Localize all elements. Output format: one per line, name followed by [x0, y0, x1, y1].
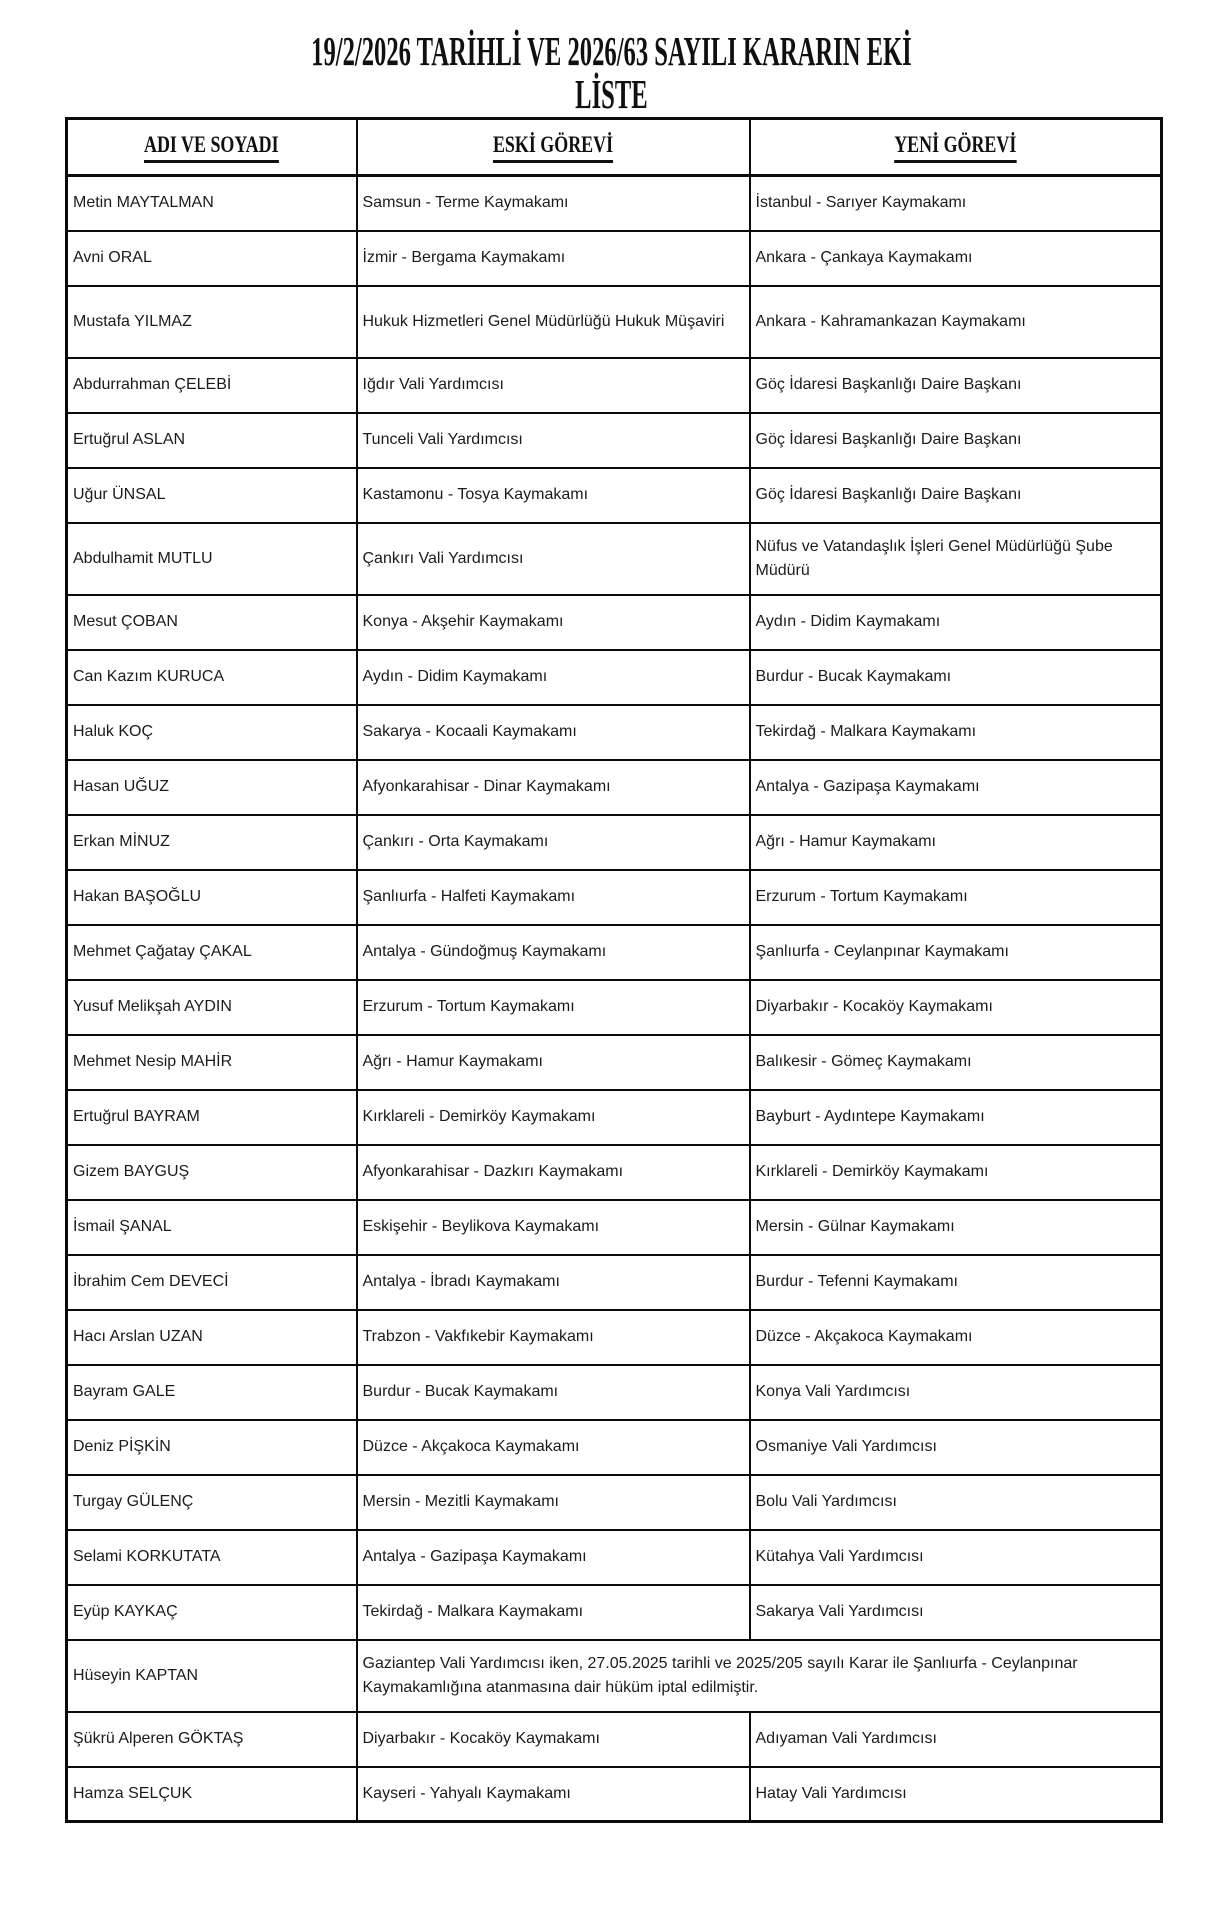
cell-old-duty: Kastamonu - Tosya Kaymakamı [357, 468, 750, 523]
cell-name: Avni ORAL [67, 231, 357, 286]
cell-old-duty: Kayseri - Yahyalı Kaymakamı [357, 1767, 750, 1822]
cell-old-duty: Konya - Akşehir Kaymakamı [357, 595, 750, 650]
cell-new-duty: Aydın - Didim Kaymakamı [750, 595, 1162, 650]
header-name-label: ADI VE SOYADI [144, 132, 279, 163]
table-row [67, 1035, 1162, 1090]
cell-new-duty: İstanbul - Sarıyer Kaymakamı [750, 176, 1162, 231]
table-row [67, 815, 1162, 870]
table-row [67, 1145, 1162, 1200]
cell-name: Deniz PİŞKİN [67, 1420, 357, 1475]
cell-new-duty: Burdur - Bucak Kaymakamı [750, 650, 1162, 705]
table-row [67, 468, 1162, 523]
cell-old-duty: Diyarbakır - Kocaköy Kaymakamı [357, 1712, 750, 1767]
table-row [67, 870, 1162, 925]
cell-new-duty: Ağrı - Hamur Kaymakamı [750, 815, 1162, 870]
table-row [67, 925, 1162, 980]
cell-new-duty: Nüfus ve Vatandaşlık İşleri Genel Müdürlüğü Şube Müdürü [750, 523, 1162, 595]
cell-new-duty: Kırklareli - Demirköy Kaymakamı [750, 1145, 1162, 1200]
cell-annulment-note: Gaziantep Vali Yardımcısı iken, 27.05.2025 tarihli ve 2025/205 sayılı Karar ile Şanlıurfa - Ceylanpınar Kaymakamlığına atanmasına dair hüküm iptal edilmiştir. [357, 1640, 1162, 1712]
cell-old-duty: Çankırı - Orta Kaymakamı [357, 815, 750, 870]
cell-name: Eyüp KAYKAÇ [67, 1585, 357, 1640]
cell-old-duty: İzmir - Bergama Kaymakamı [357, 231, 750, 286]
table-row [67, 1365, 1162, 1420]
table-row [67, 1310, 1162, 1365]
cell-name: Mustafa YILMAZ [67, 286, 357, 358]
table-row [67, 1420, 1162, 1475]
cell-old-duty: Burdur - Bucak Kaymakamı [357, 1365, 750, 1420]
table-row [67, 1200, 1162, 1255]
cell-name: Abdurrahman ÇELEBİ [67, 358, 357, 413]
cell-new-duty: Bolu Vali Yardımcısı [750, 1475, 1162, 1530]
cell-old-duty: Hukuk Hizmetleri Genel Müdürlüğü Hukuk Müşaviri [357, 286, 750, 358]
cell-new-duty: Balıkesir - Gömeç Kaymakamı [750, 1035, 1162, 1090]
cell-old-duty: Mersin - Mezitli Kaymakamı [357, 1475, 750, 1530]
cell-new-duty: Şanlıurfa - Ceylanpınar Kaymakamı [750, 925, 1162, 980]
cell-new-duty: Konya Vali Yardımcısı [750, 1365, 1162, 1420]
cell-name: Can Kazım KURUCA [67, 650, 357, 705]
cell-old-duty: Kırklareli - Demirköy Kaymakamı [357, 1090, 750, 1145]
cell-name: Erkan MİNUZ [67, 815, 357, 870]
cell-old-duty: Çankırı Vali Yardımcısı [357, 523, 750, 595]
cell-new-duty: Diyarbakır - Kocaköy Kaymakamı [750, 980, 1162, 1035]
cell-new-duty: Tekirdağ - Malkara Kaymakamı [750, 705, 1162, 760]
table-row [67, 705, 1162, 760]
cell-old-duty: Afyonkarahisar - Dinar Kaymakamı [357, 760, 750, 815]
cell-old-duty: Tekirdağ - Malkara Kaymakamı [357, 1585, 750, 1640]
cell-new-duty: Hatay Vali Yardımcısı [750, 1767, 1162, 1822]
cell-name: Şükrü Alperen GÖKTAŞ [67, 1712, 357, 1767]
cell-old-duty: Sakarya - Kocaali Kaymakamı [357, 705, 750, 760]
cell-name: Mesut ÇOBAN [67, 595, 357, 650]
table-row [67, 1255, 1162, 1310]
cell-name: Metin MAYTALMAN [67, 176, 357, 231]
cell-new-duty: Ankara - Kahramankazan Kaymakamı [750, 286, 1162, 358]
cell-old-duty: Iğdır Vali Yardımcısı [357, 358, 750, 413]
table-row [67, 1530, 1162, 1585]
title-line-1-text: 19/2/2026 TARİHLİ VE 2026/63 SAYILI KARARIN EKİ [311, 28, 912, 74]
title-line-2-text: LİSTE [575, 70, 648, 117]
table-row [67, 358, 1162, 413]
cell-new-duty: Ankara - Çankaya Kaymakamı [750, 231, 1162, 286]
table-row [67, 1767, 1162, 1822]
cell-name: Hasan UĞUZ [67, 760, 357, 815]
table-row [67, 286, 1162, 358]
cell-old-duty: Samsun - Terme Kaymakamı [357, 176, 750, 231]
table-row [67, 1585, 1162, 1640]
cell-name: Mehmet Nesip MAHİR [67, 1035, 357, 1090]
cell-old-duty: Erzurum - Tortum Kaymakamı [357, 980, 750, 1035]
cell-name: Abdulhamit MUTLU [67, 523, 357, 595]
cell-name: Hamza SELÇUK [67, 1767, 357, 1822]
table-row [67, 413, 1162, 468]
table-row [67, 523, 1162, 595]
cell-new-duty: Göç İdaresi Başkanlığı Daire Başkanı [750, 468, 1162, 523]
cell-old-duty: Trabzon - Vakfıkebir Kaymakamı [357, 1310, 750, 1365]
cell-old-duty: Aydın - Didim Kaymakamı [357, 650, 750, 705]
cell-old-duty: Ağrı - Hamur Kaymakamı [357, 1035, 750, 1090]
cell-name: İbrahim Cem DEVECİ [67, 1255, 357, 1310]
cell-name: Turgay GÜLENÇ [67, 1475, 357, 1530]
cell-new-duty: Göç İdaresi Başkanlığı Daire Başkanı [750, 358, 1162, 413]
cell-new-duty: Mersin - Gülnar Kaymakamı [750, 1200, 1162, 1255]
cell-old-duty: Antalya - Gündoğmuş Kaymakamı [357, 925, 750, 980]
cell-name: Hacı Arslan UZAN [67, 1310, 357, 1365]
cell-new-duty: Erzurum - Tortum Kaymakamı [750, 870, 1162, 925]
cell-old-duty: Düzce - Akçakoca Kaymakamı [357, 1420, 750, 1475]
cell-name: Hüseyin KAPTAN [67, 1640, 357, 1712]
cell-new-duty: Göç İdaresi Başkanlığı Daire Başkanı [750, 413, 1162, 468]
cell-name: İsmail ŞANAL [67, 1200, 357, 1255]
cell-old-duty: Antalya - Gazipaşa Kaymakamı [357, 1530, 750, 1585]
table-row [67, 1712, 1162, 1767]
cell-name: Ertuğrul BAYRAM [67, 1090, 357, 1145]
cell-new-duty: Antalya - Gazipaşa Kaymakamı [750, 760, 1162, 815]
header-old-duty [357, 119, 750, 176]
cell-new-duty: Kütahya Vali Yardımcısı [750, 1530, 1162, 1585]
cell-old-duty: Eskişehir - Beylikova Kaymakamı [357, 1200, 750, 1255]
table-row [67, 231, 1162, 286]
cell-name: Mehmet Çağatay ÇAKAL [67, 925, 357, 980]
cell-new-duty: Sakarya Vali Yardımcısı [750, 1585, 1162, 1640]
table-row [67, 1090, 1162, 1145]
table-row-annulment [67, 1640, 1162, 1712]
cell-new-duty: Bayburt - Aydıntepe Kaymakamı [750, 1090, 1162, 1145]
cell-old-duty: Antalya - İbradı Kaymakamı [357, 1255, 750, 1310]
table-row [67, 595, 1162, 650]
header-new-duty [750, 119, 1162, 176]
table-row [67, 760, 1162, 815]
cell-name: Ertuğrul ASLAN [67, 413, 357, 468]
header-new-duty-label: YENİ GÖREVİ [894, 132, 1016, 163]
cell-new-duty: Düzce - Akçakoca Kaymakamı [750, 1310, 1162, 1365]
cell-old-duty: Afyonkarahisar - Dazkırı Kaymakamı [357, 1145, 750, 1200]
table-row [67, 650, 1162, 705]
title-line-1 [0, 30, 1223, 73]
cell-old-duty: Tunceli Vali Yardımcısı [357, 413, 750, 468]
table-row [67, 1475, 1162, 1530]
table-row [67, 176, 1162, 231]
cell-name: Yusuf Melikşah AYDIN [67, 980, 357, 1035]
cell-new-duty: Osmaniye Vali Yardımcısı [750, 1420, 1162, 1475]
header-row [67, 119, 1162, 176]
header-old-duty-label: ESKİ GÖREVİ [493, 132, 613, 163]
cell-new-duty: Adıyaman Vali Yardımcısı [750, 1712, 1162, 1767]
cell-name: Hakan BAŞOĞLU [67, 870, 357, 925]
cell-name: Haluk KOÇ [67, 705, 357, 760]
title-line-2 [0, 70, 1223, 117]
cell-name: Uğur ÜNSAL [67, 468, 357, 523]
table-row [67, 980, 1162, 1035]
cell-name: Bayram GALE [67, 1365, 357, 1420]
cell-name: Gizem BAYGUŞ [67, 1145, 357, 1200]
cell-name: Selami KORKUTATA [67, 1530, 357, 1585]
document-title [0, 30, 1223, 115]
header-name [67, 119, 357, 176]
cell-old-duty: Şanlıurfa - Halfeti Kaymakamı [357, 870, 750, 925]
appointments-table [65, 117, 1163, 1823]
cell-new-duty: Burdur - Tefenni Kaymakamı [750, 1255, 1162, 1310]
